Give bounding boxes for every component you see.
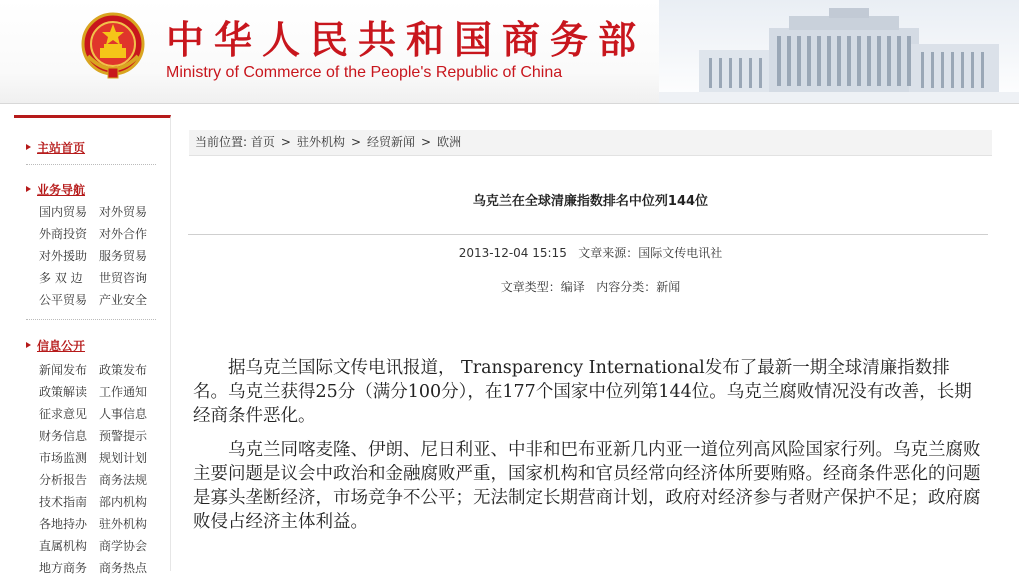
article-meta-type-category	[189, 278, 992, 295]
article-paragraph: 据乌克兰国际文传电讯报道， Transparency International发布了最新一期全球清廉指数排名。乌克兰获得25分（满分100分），在177个国家中位列第144位。乌克兰腐败情况没有改善，长期经商条件恶化。	[193, 358, 972, 426]
breadcrumb-link-trade-news[interactable]: 经贸新闻	[367, 135, 416, 149]
article-type: 文章类型：编译	[500, 280, 585, 294]
sidebar-item[interactable]: 对外贸易	[99, 205, 148, 219]
breadcrumb-label: 当前位置:	[195, 135, 248, 149]
arrow-right-icon	[26, 342, 31, 348]
sidebar-info-list	[39, 359, 164, 579]
sidebar-divider	[26, 164, 156, 165]
title-divider	[188, 234, 988, 235]
sidebar-item[interactable]: 商务法规	[99, 473, 148, 487]
sidebar-item[interactable]: 分析报告	[39, 473, 88, 487]
sidebar-item[interactable]: 人事信息	[99, 407, 148, 421]
sidebar-item[interactable]: 政策解读	[39, 385, 88, 399]
sidebar-item[interactable]: 征求意见	[39, 407, 88, 421]
sidebar-home-link[interactable]: 主站首页	[26, 139, 85, 155]
article-body	[193, 356, 981, 544]
site-title-chinese: 中华人民共和国商务部	[166, 17, 647, 62]
sidebar-item[interactable]: 商学协会	[99, 539, 148, 553]
national-emblem-icon	[80, 12, 146, 80]
breadcrumb-separator: >	[280, 135, 291, 149]
article-date: 2013-12-04 15:15	[458, 246, 567, 260]
sidebar-item[interactable]: 新闻发布	[39, 363, 88, 377]
article-paragraph: 乌克兰同喀麦隆、伊朗、尼日利亚、中非和巴布亚新几内亚一道位列高风险国家行列。乌克兰腐败主要问题是议会中政治和金融腐败严重，国家机构和官员经常向经济体所要贿赂。经商条件恶化的问题是寡头垄断经济，市场竞争不公平；无法制定长期营商计划，政府对经济参与者财产保护不足；政府腐败侵占经济主体利益。	[193, 440, 981, 532]
sidebar-item[interactable]: 各地持办	[39, 517, 88, 531]
left-sidebar	[14, 115, 171, 575]
sidebar-item[interactable]: 世贸咨询	[99, 271, 148, 285]
sidebar-item[interactable]: 商务热点	[99, 561, 148, 575]
sidebar-item[interactable]: 对外合作	[99, 227, 148, 241]
sidebar-item[interactable]: 对外援助	[39, 249, 88, 263]
site-title-english: Ministry of Commerce of the People's Republic of China	[166, 64, 563, 81]
sidebar-item[interactable]: 产业安全	[99, 293, 148, 307]
breadcrumb-link-home[interactable]: 首页	[250, 135, 275, 149]
sidebar-item[interactable]: 直属机构	[39, 539, 88, 553]
breadcrumb-link-missions[interactable]: 驻外机构	[296, 135, 345, 149]
article-meta-date-source	[189, 244, 992, 261]
sidebar-business-nav-list	[39, 201, 164, 311]
sidebar-item[interactable]: 公平贸易	[39, 293, 88, 307]
sidebar-item[interactable]: 国内贸易	[39, 205, 88, 219]
sidebar-item[interactable]: 工作通知	[99, 385, 148, 399]
sidebar-divider	[26, 319, 156, 320]
sidebar-item[interactable]: 外商投资	[39, 227, 88, 241]
breadcrumb-separator: >	[350, 135, 362, 149]
sidebar-item[interactable]: 预警提示	[99, 429, 148, 443]
sidebar-business-nav-title[interactable]: 业务导航	[26, 181, 85, 197]
sidebar-item[interactable]: 部内机构	[99, 495, 148, 509]
sidebar-item[interactable]: 驻外机构	[99, 517, 148, 531]
arrow-right-icon	[26, 144, 31, 150]
sidebar-item[interactable]: 市场监测	[39, 451, 88, 465]
sidebar-info-title[interactable]: 信息公开	[26, 337, 85, 353]
article-title: 乌克兰在全球清廉指数排名中位列144位	[472, 194, 709, 209]
building-illustration	[659, 0, 1019, 103]
sidebar-item[interactable]: 规划计划	[99, 451, 148, 465]
sidebar-item[interactable]: 服务贸易	[99, 249, 148, 263]
site-header	[0, 0, 1019, 104]
sidebar-item[interactable]: 技术指南	[39, 495, 88, 509]
sidebar-item[interactable]: 财务信息	[39, 429, 88, 443]
breadcrumb-link-europe[interactable]: 欧洲	[437, 135, 462, 149]
sidebar-item[interactable]: 政策发布	[99, 363, 148, 377]
breadcrumb-separator: >	[421, 135, 432, 149]
sidebar-item[interactable]: 多 双 边	[39, 271, 83, 285]
breadcrumb	[189, 130, 992, 156]
sidebar-item[interactable]: 地方商务	[39, 561, 88, 575]
arrow-right-icon	[26, 186, 31, 192]
article-category: 内容分类：新闻	[596, 280, 681, 294]
article-source: 文章来源：国际文传电讯社	[578, 246, 723, 260]
